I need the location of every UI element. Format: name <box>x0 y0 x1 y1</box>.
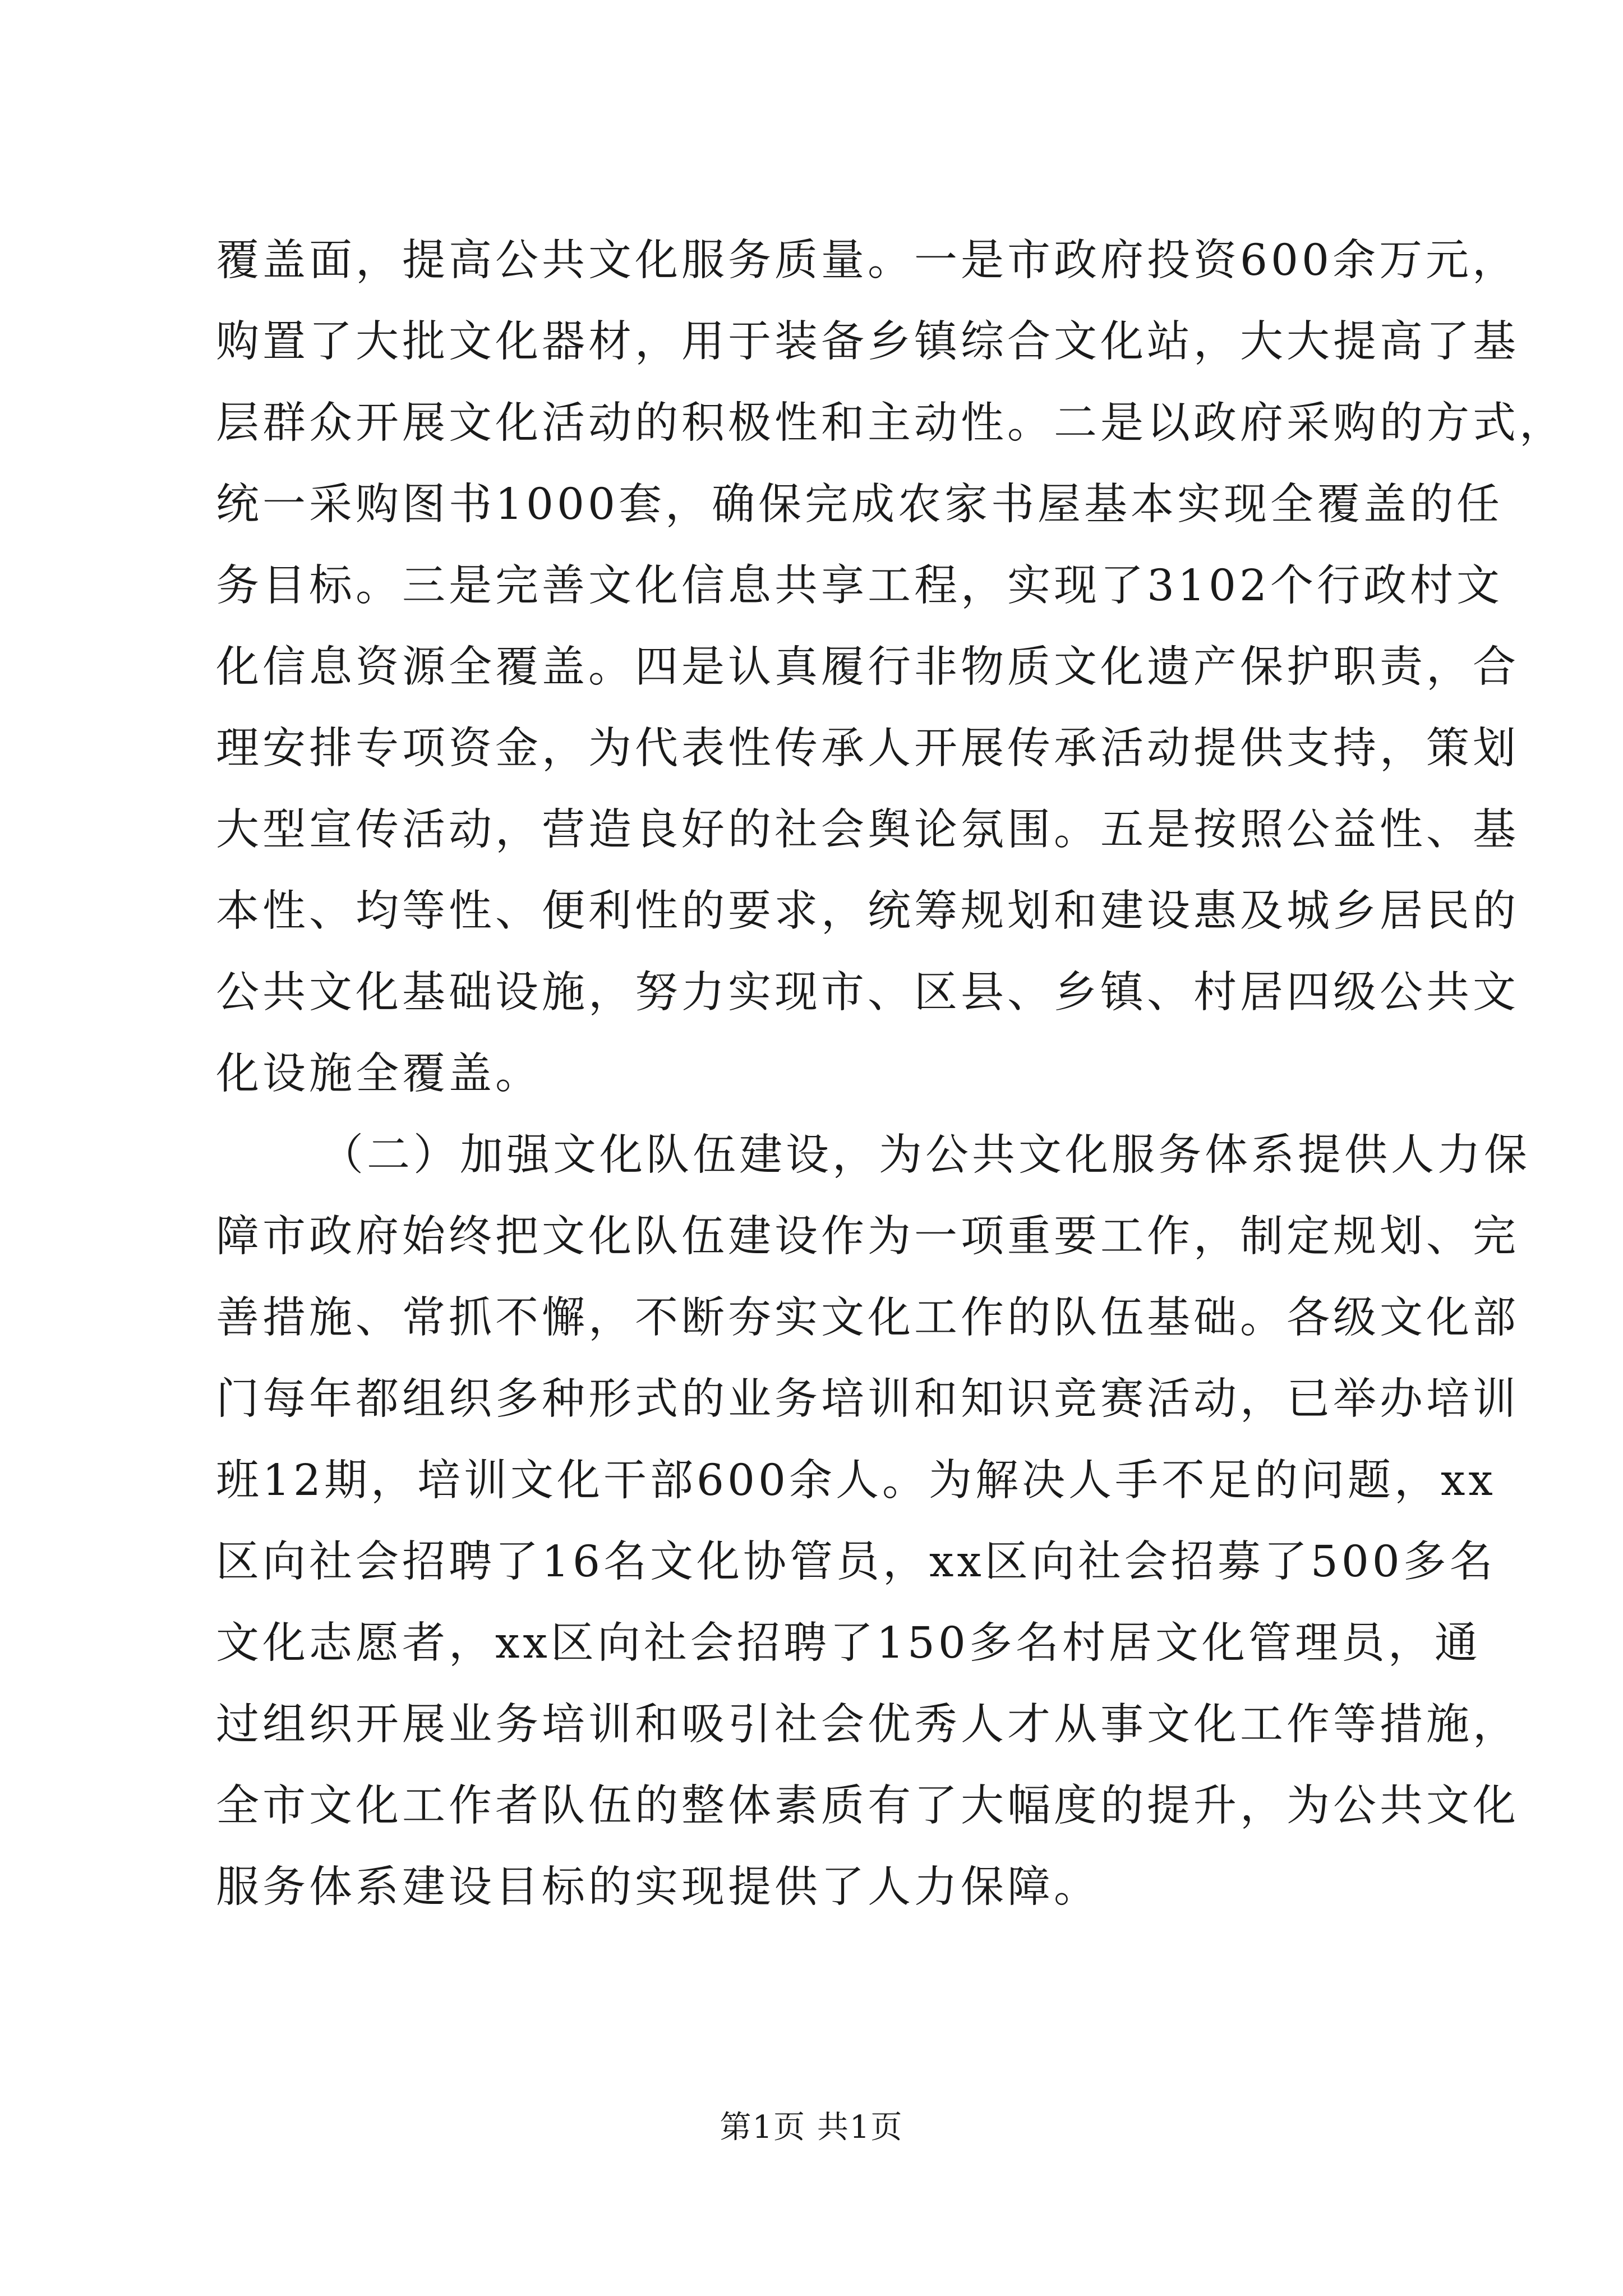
text-line: 班12期，培训文化干部600余人。为解决人手不足的问题，xx <box>216 1456 1496 1506</box>
text-line: 本性、均等性、便利性的要求，统筹规划和建设惠及城乡居民的 <box>216 886 1519 936</box>
text-line: 理安排专项资金，为代表性传承人开展传承活动提供支持，策划 <box>216 724 1519 774</box>
text-line: 购置了大批文化器材，用于装备乡镇综合文化站，大大提高了基 <box>216 317 1519 367</box>
text-line: 务目标。三是完善文化信息共享工程，实现了3102个行政村文 <box>216 561 1503 611</box>
text-line: 障市政府始终把文化队伍建设作为一项重要工作，制定规划、完 <box>216 1212 1519 1262</box>
section-heading-line: （二）加强文化队伍建设，为公共文化服务体系提供人力保 <box>320 1130 1530 1180</box>
text-line: 覆盖面，提高公共文化服务质量。一是市政府投资600余万元， <box>216 236 1519 286</box>
page-footer: 第1页 共1页 <box>720 2109 903 2146</box>
body-text <box>216 220 1566 1928</box>
text-line: 化信息资源全覆盖。四是认真履行非物质文化遗产保护职责，合 <box>216 642 1519 692</box>
text-line: 善措施、常抓不懈，不断夯实文化工作的队伍基础。各级文化部 <box>216 1293 1519 1343</box>
text-line: 门每年都组织多种形式的业务培训和知识竞赛活动，已举办培训 <box>216 1374 1519 1424</box>
text-line: 化设施全覆盖。 <box>216 1049 542 1099</box>
text-line: 区向社会招聘了16名文化协管员，xx区向社会招募了500多名 <box>216 1537 1496 1587</box>
text-line: 文化志愿者，xx区向社会招聘了150多名村居文化管理员，通 <box>216 1618 1481 1668</box>
text-line: 服务体系建设目标的实现提供了人力保障。 <box>216 1862 1100 1912</box>
text-line: 公共文化基础设施，努力实现市、区县、乡镇、村居四级公共文 <box>216 968 1519 1018</box>
text-line: 层群众开展文化活动的积极性和主动性。二是以政府采购的方式， <box>216 398 1566 448</box>
text-line: 大型宣传活动，营造良好的社会舆论氛围。五是按照公益性、基 <box>216 805 1519 855</box>
text-line: 全市文化工作者队伍的整体素质有了大幅度的提升，为公共文化 <box>216 1781 1519 1831</box>
text-line: 过组织开展业务培训和吸引社会优秀人才从事文化工作等措施， <box>216 1700 1519 1750</box>
text-line: 统一采购图书1000套，确保完成农家书屋基本实现全覆盖的任 <box>216 480 1503 530</box>
